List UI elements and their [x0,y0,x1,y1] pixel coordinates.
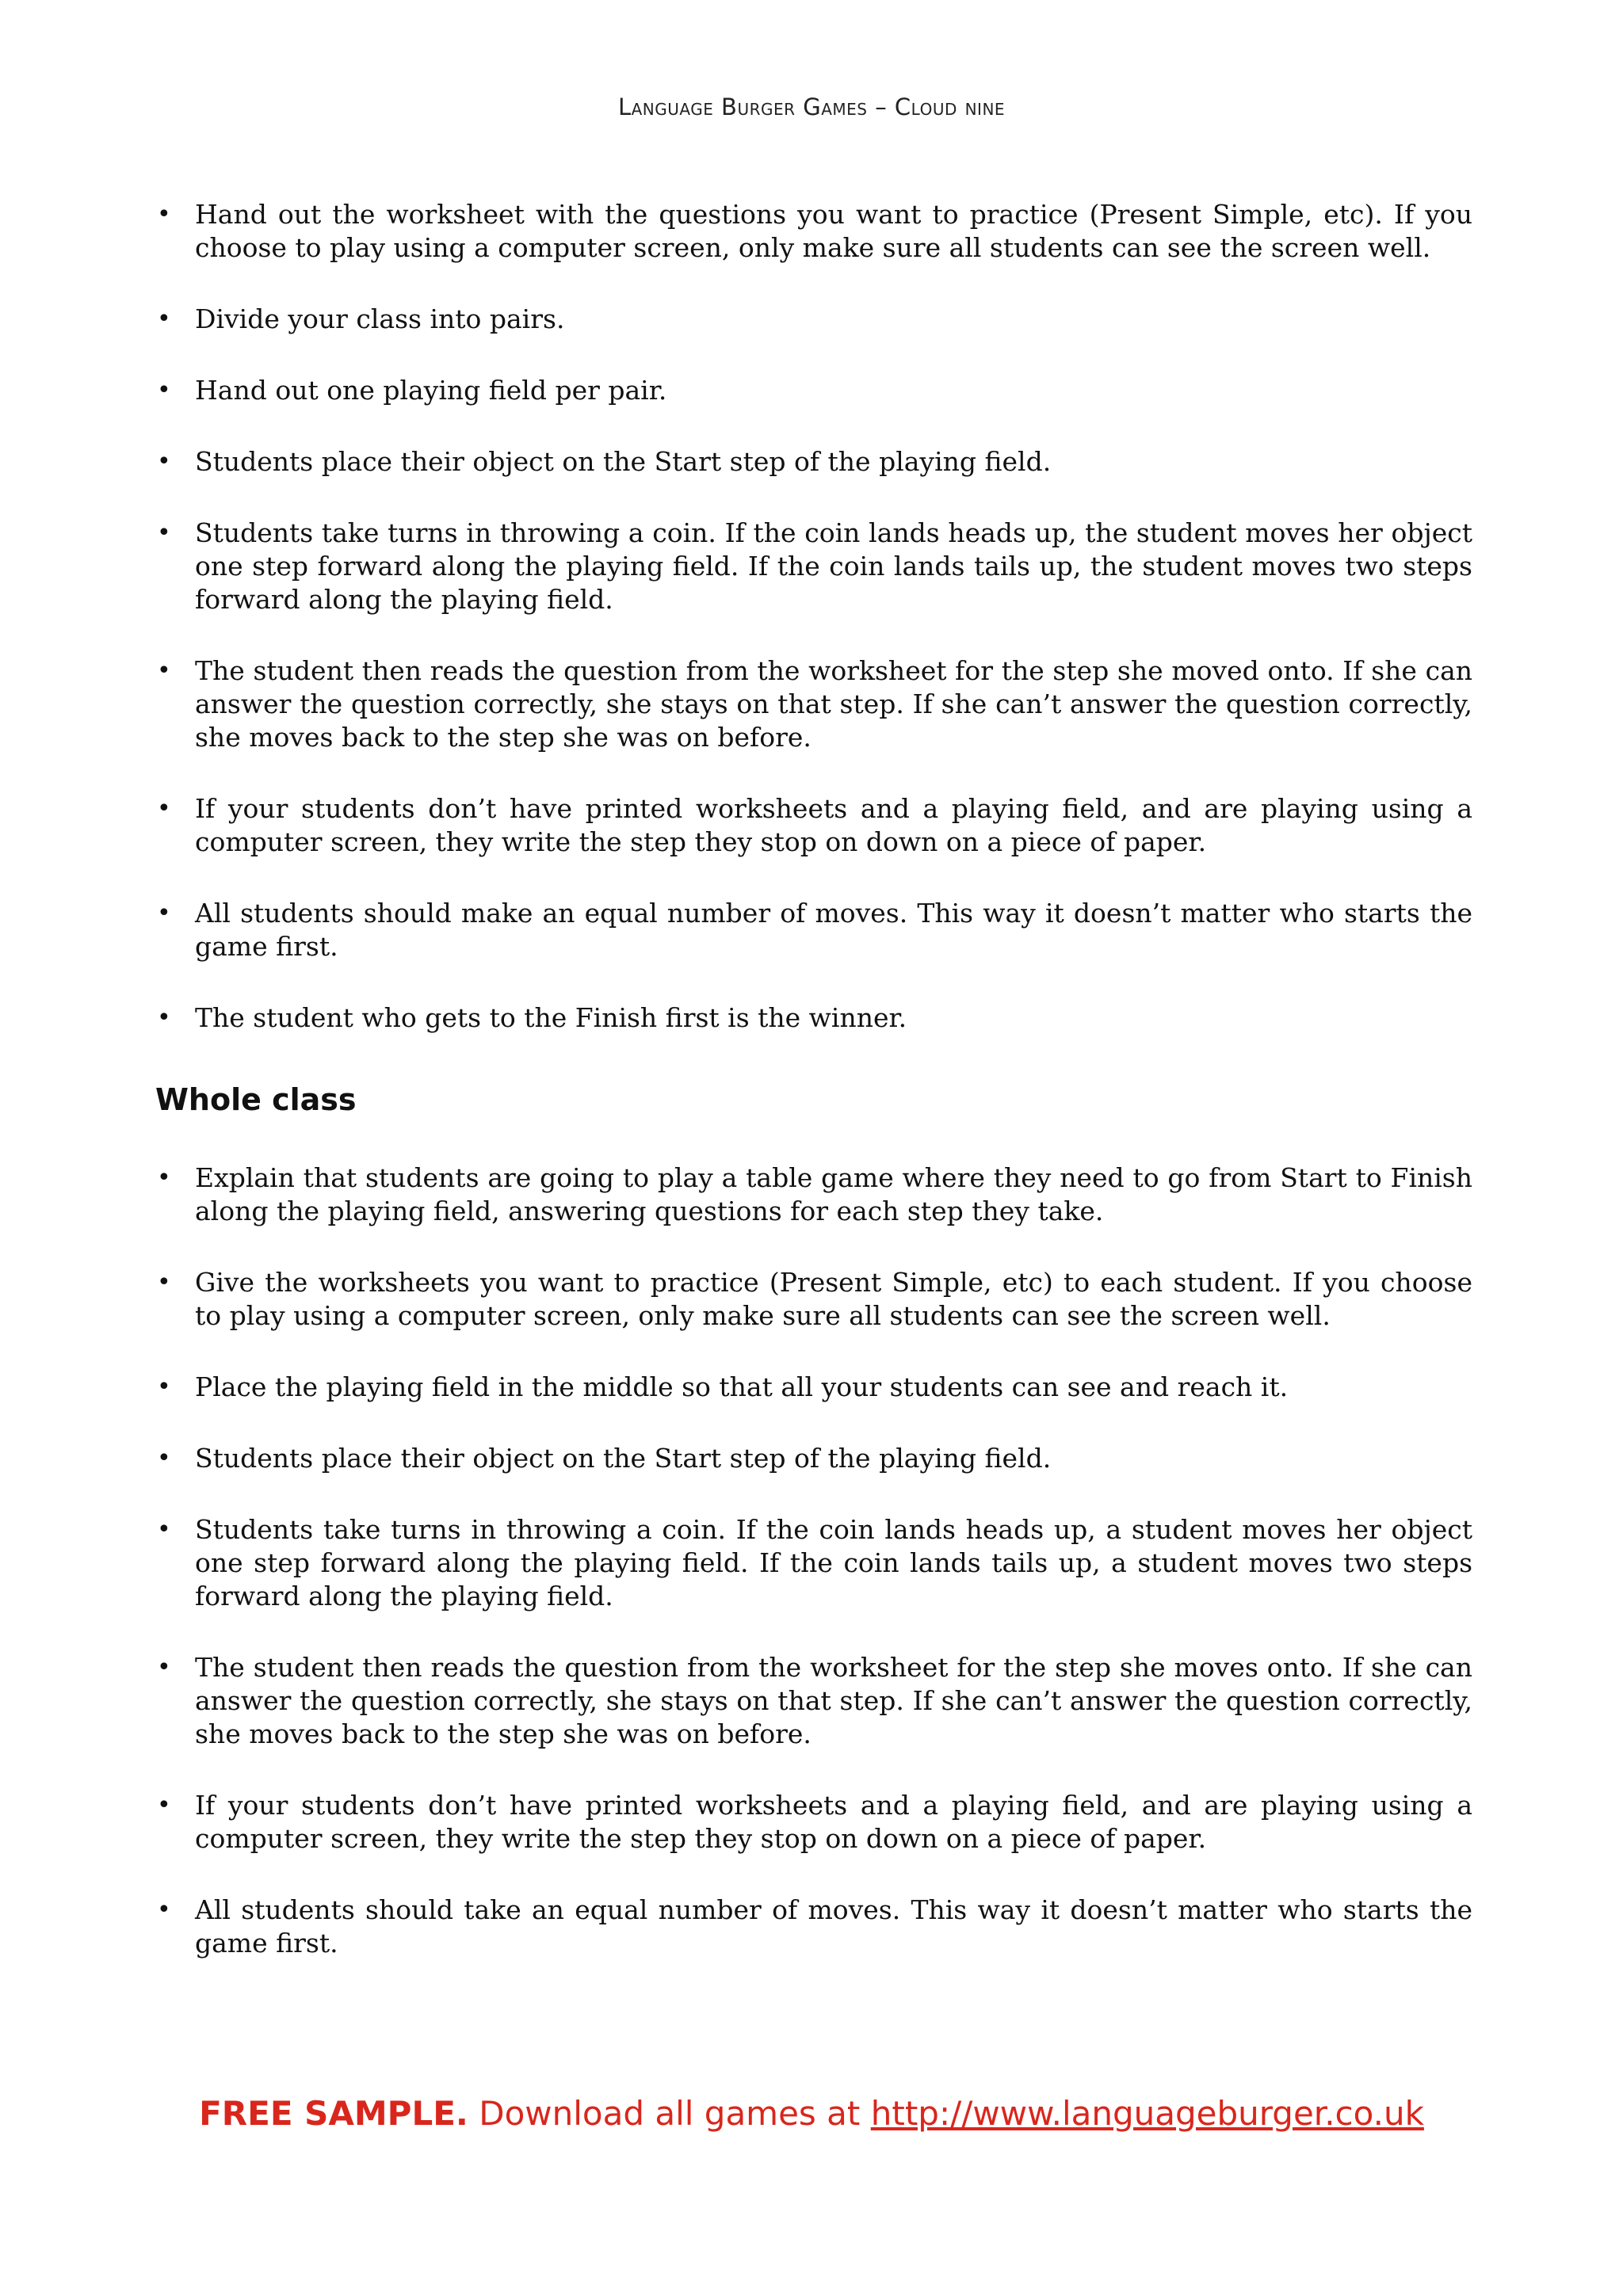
list-item-text: Students place their object on the Start step of the playing field. [195,446,1052,477]
bullet-icon: • [157,448,171,475]
download-text: Download all games at [479,2094,861,2133]
list-item [155,374,1472,407]
bullet-icon: • [157,1164,171,1192]
list-item [155,1442,1472,1475]
list-item-text: Students place their object on the Start step of the playing field. [195,1443,1052,1474]
bullet-icon: • [157,200,171,228]
bullet-icon: • [157,1896,171,1924]
bullet-icon: • [157,795,171,822]
list-item [155,1371,1472,1404]
free-sample-label: FREE SAMPLE. [199,2094,468,2133]
list-item [155,303,1472,336]
list-item-text: Give the worksheets you want to practice (Present Simple, etc) to each student. If you choose to play using a computer screen, only make sure all students can see the screen well. [195,1267,1472,1331]
list-item-text: If your students don’t have printed worksheets and a playing field, and are playing using a computer screen, they write the step they stop on down on a piece of paper. [195,793,1472,857]
bullet-icon: • [157,1516,171,1543]
list-item [155,1001,1472,1035]
list-item-text: Divide your class into pairs. [195,303,565,334]
list-item-text: Explain that students are going to play a table game where they need to go from Start to Finish along the playing field, answering questions for each step they take. [195,1162,1472,1226]
bullet-icon: • [157,899,171,927]
list-item-text: Place the playing field in the middle so that all your students can see and reach it. [195,1371,1289,1402]
list-item [155,517,1472,616]
list-item-text: Hand out the worksheet with the questions you want to practice (Present Simple, etc). If you choose to play using a computer screen, only make sure all students can see the screen well. [195,199,1472,263]
list-item [155,792,1472,859]
list-item [155,1789,1472,1855]
bullet-icon: • [157,1444,171,1472]
bullet-icon: • [157,1653,171,1681]
pairs-instruction-list [155,198,1472,1073]
bullet-icon: • [157,1268,171,1296]
list-item-text: The student then reads the question from the worksheet for the step she moved onto. If she can answer the question correctly, she stays on that step. If she can’t answer the question correctly, she moves back to the step she was on before. [195,655,1472,753]
free-sample-footer [0,2090,1623,2138]
list-item-text: Students take turns in throwing a coin. If the coin lands heads up, a student moves her object one step forward along the playing field. If the coin lands tails up, a student moves two steps forward along the playing field. [195,1514,1472,1611]
list-item-text: All students should make an equal number of moves. This way it doesn’t matter who starts the game first. [195,898,1472,962]
whole-class-instruction-list [155,1161,1472,1998]
bullet-icon: • [157,519,171,547]
bullet-icon: • [157,1004,171,1032]
list-item [155,654,1472,754]
list-item [155,198,1472,265]
bullet-icon: • [157,305,171,333]
website-link[interactable]: http://www.languageburger.co.uk [870,2094,1424,2133]
list-item-text: The student who gets to the Finish first is the winner. [195,1002,907,1033]
list-item [155,1894,1472,1960]
running-header: Language Burger Games – Cloud nine [617,93,1006,120]
list-item-text: Students take turns in throwing a coin. If the coin lands heads up, the student moves her object one step forward along the playing field. If the coin lands tails up, the student moves two steps forward along the playing field. [195,517,1472,615]
list-item [155,897,1472,963]
bullet-icon: • [157,657,171,685]
list-item [155,1161,1472,1228]
bullet-icon: • [157,1791,171,1819]
list-item-text: If your students don’t have printed worksheets and a playing field, and are playing using a computer screen, they write the step they stop on down on a piece of paper. [195,1790,1472,1854]
list-item [155,1513,1472,1613]
section-heading-whole-class: Whole class [155,1082,357,1117]
bullet-icon: • [157,376,171,404]
list-item-text: The student then reads the question from the worksheet for the step she moves onto. If she can answer the question correctly, she stays on that step. If she can’t answer the question correctly, she moves back to the step she was on before. [195,1652,1472,1749]
list-item-text: Hand out one playing field per pair. [195,375,667,406]
list-item [155,445,1472,479]
list-item [155,1651,1472,1751]
list-item-text: All students should take an equal number of moves. This way it doesn’t matter who starts the game first. [195,1894,1472,1958]
list-item [155,1266,1472,1333]
bullet-icon: • [157,1373,171,1401]
